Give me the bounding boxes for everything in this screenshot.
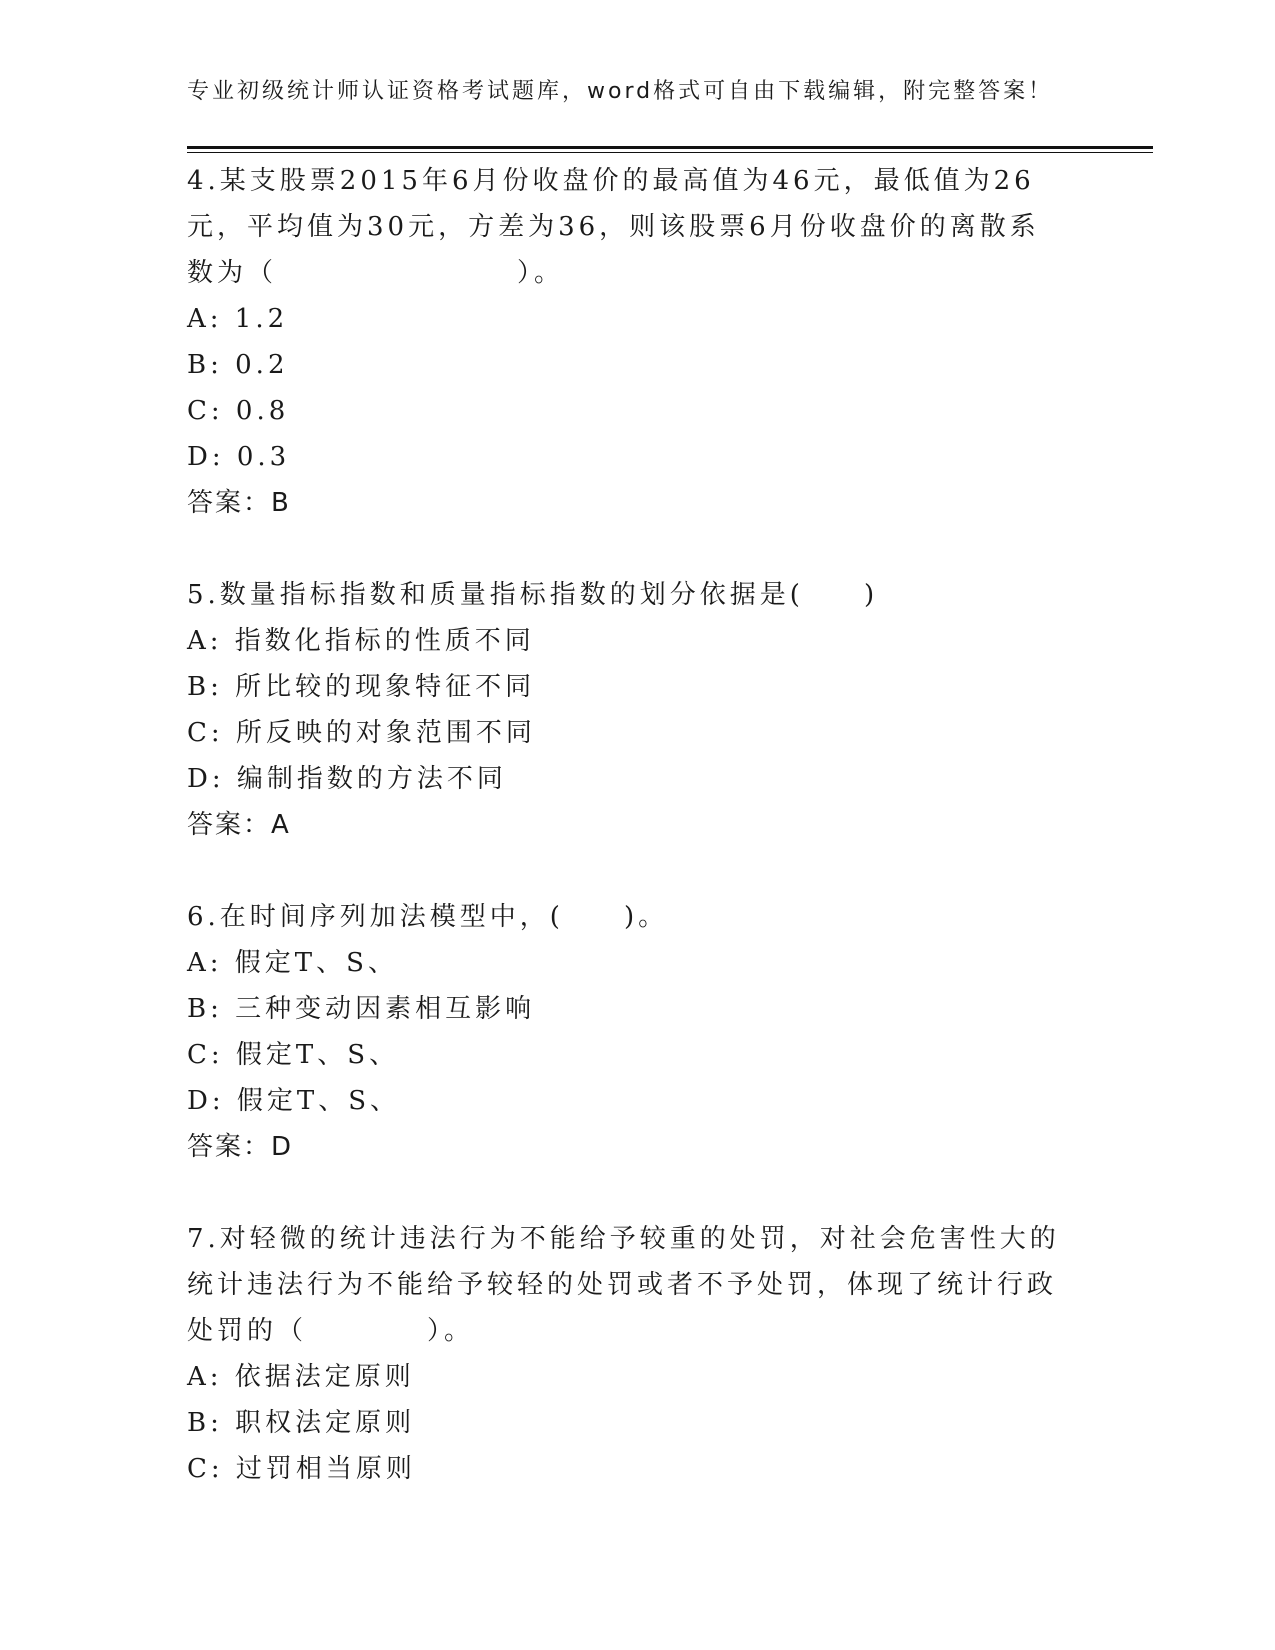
answer: 答案：A [187, 810, 291, 840]
option-c: C: 假定T、S、 [187, 1040, 400, 1070]
option-c: C: 所反映的对象范围不同 [187, 718, 536, 748]
header-rule-thin [187, 152, 1153, 153]
page-header: 专业初级统计师认证资格考试题库，word格式可自由下载编辑，附完整答案！ [187, 79, 1054, 104]
option-b: B: 所比较的现象特征不同 [187, 672, 536, 702]
option-d: D: 编制指数的方法不同 [187, 764, 507, 794]
option-a: A: 1.2 [187, 304, 289, 334]
question-4 [187, 158, 1067, 526]
option-d: D: 假定T、S、 [187, 1086, 401, 1116]
answer: 答案：B [187, 488, 291, 518]
option-b: B: 0.2 [187, 350, 289, 380]
question-list [187, 158, 1067, 1538]
option-d: D: 0.3 [187, 442, 291, 472]
answer: 答案：D [187, 1132, 294, 1162]
option-c: C: 过罚相当原则 [187, 1454, 416, 1484]
question-text: 4.某支股票2015年6月份收盘价的最高值为46元，最低值为26元，平均值为30元，方差为36，则该股票6月份收盘价的离散系数为（ ）。 [187, 166, 1040, 288]
header-rule-thick [187, 146, 1153, 149]
question-7 [187, 1216, 1067, 1492]
option-b: B: 职权法定原则 [187, 1408, 416, 1438]
question-6 [187, 894, 1067, 1170]
option-a: A: 假定T、S、 [187, 948, 398, 978]
question-5 [187, 572, 1067, 848]
question-text: 6.在时间序列加法模型中，( )。 [187, 902, 669, 932]
option-c: C: 0.8 [187, 396, 290, 426]
option-a: A: 指数化指标的性质不同 [187, 626, 535, 656]
question-text: 5.数量指标指数和质量指标指数的划分依据是( ) [187, 580, 879, 610]
option-a: A: 依据法定原则 [187, 1362, 415, 1392]
option-b: B: 三种变动因素相互影响 [187, 994, 536, 1024]
question-text: 7.对轻微的统计违法行为不能给予较重的处罚，对社会危害性大的统计违法行为不能给予较轻的处罚或者不予处罚，体现了统计行政处罚的（ ）。 [187, 1224, 1060, 1346]
